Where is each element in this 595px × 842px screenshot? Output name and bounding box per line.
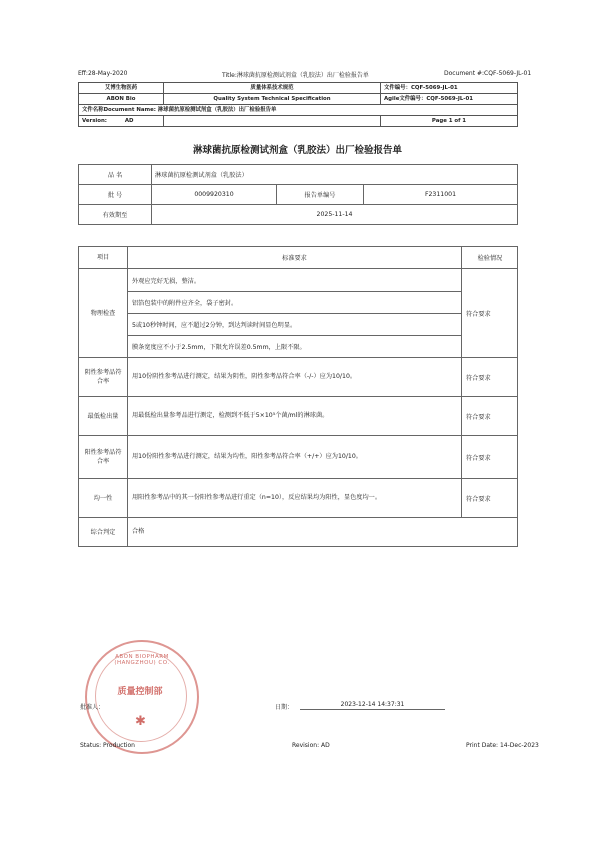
table-row (79, 479, 518, 518)
table-row (79, 436, 518, 479)
row-result: 符合要求 (462, 436, 518, 479)
row-requirement: 用10份阳性参考品进行测定，结果为均性，阳性参考品符合率（+/+）应为10/10。 (128, 436, 462, 479)
row-category: 综合判定 (79, 518, 128, 547)
approver-label: 批准人： (80, 704, 105, 711)
company-stamp (85, 640, 199, 754)
report-title: 淋球菌抗原检测试剂盒（乳胶法）出厂检验报告单 (192, 145, 402, 156)
row-result: 符合要求 (462, 479, 518, 518)
row-category: 最低检出量 (79, 397, 128, 436)
table-row (79, 518, 518, 547)
row-category: 阴性参考品符合率 (79, 358, 128, 397)
page-indicator: Page 1 of 1 (381, 116, 518, 127)
stamp-arc-text: ABON BIOPHARM (HANGZHOU) CO. (114, 654, 170, 666)
agile-number: Agile文件编号：CQF-5069-JL-01 (381, 94, 518, 105)
row-requirement: 用阳性参考品中的其一份阳性参考品进行重定（n=10），反应结果均为阳性，显色度均一。 (128, 479, 462, 518)
company-en: ABON Bio (79, 94, 164, 105)
requirement-line: 5或10秒钟时间，应不超过2分钟，到达判读时间显色明显。 (128, 314, 461, 336)
report-number-label: 报告单编号 (277, 185, 364, 205)
top-title: Title:淋球菌抗原检测试剂盒（乳胶法）出厂检验报告单 (222, 72, 369, 79)
header-result: 检验情况 (462, 247, 518, 269)
document-number: Document #:CQF-5069-JL-01 (444, 70, 532, 77)
row-requirement: 用最低检出量参考品进行测定，检测到不低于5×10⁵个菌/ml的淋球菌。 (128, 397, 462, 436)
system-en: Quality System Technical Specification (164, 94, 381, 105)
row-result: 符合要求 (462, 269, 518, 358)
document-header (78, 82, 518, 127)
version-label: Version: (82, 117, 107, 124)
row-result: 符合要求 (462, 358, 518, 397)
footer-print-date: Print Date: 14-Dec-2023 (466, 742, 539, 749)
star-icon: ✱ (135, 714, 146, 729)
row-requirement: 合格 (128, 518, 518, 547)
footer-revision: Revision: AD (292, 742, 330, 749)
version-cell (79, 116, 164, 127)
footer-status: Status: Production (80, 742, 135, 749)
table-row (79, 358, 518, 397)
summary-table (78, 164, 518, 225)
requirement-line: 铝箔包装中的附件应齐全，袋子密封。 (128, 292, 461, 314)
row-requirement: 用10份阴性参考品进行测定，结果为阴性，阴性参考品符合率（-/-）应为10/10。 (128, 358, 462, 397)
row-category: 物理检查 (79, 269, 128, 358)
expiry-label: 有效期至 (79, 205, 152, 225)
requirement-line: 膜条宽度应不小于2.5mm，下限允许误差0.5mm，上限不限。 (132, 343, 306, 351)
row-category: 阳性参考品符合率 (79, 436, 128, 479)
system-cn: 质量体系技术规范 (164, 83, 381, 94)
requirement-line: 外观应完好无损，整洁。 (128, 270, 461, 292)
table-row (79, 397, 518, 436)
batch-value: 0009920310 (152, 185, 277, 205)
version-value: AD (124, 117, 134, 124)
row-result: 符合要求 (462, 397, 518, 436)
header-item: 项目 (79, 247, 128, 269)
file-number: 文件编号：CQF-5069-JL-01 (381, 83, 518, 94)
date-label: 日期： (275, 704, 294, 711)
company-cn: 艾博生物医药 (79, 83, 164, 94)
product-label: 品 名 (79, 165, 152, 185)
report-number-value: F2311001 (364, 185, 518, 205)
product-value: 淋球菌抗原检测试剂盒（乳胶法） (152, 165, 518, 185)
document-name: 文件名称Document Name: 淋球菌抗原检测试剂盒（乳胶法）出厂检验报告单 (79, 105, 518, 116)
header-requirement: 标准要求 (128, 247, 462, 269)
stamp-center-text: 质量控制部 (117, 687, 163, 697)
expiry-value: 2025-11-14 (152, 205, 518, 225)
effective-date: Eff:28-May-2020 (78, 70, 128, 77)
row-category: 均一性 (79, 479, 128, 518)
date-value: 2023-12-14 14:37:31 (300, 701, 445, 710)
table-row (79, 269, 518, 358)
batch-label: 批 号 (79, 185, 152, 205)
inspection-table (78, 246, 518, 547)
